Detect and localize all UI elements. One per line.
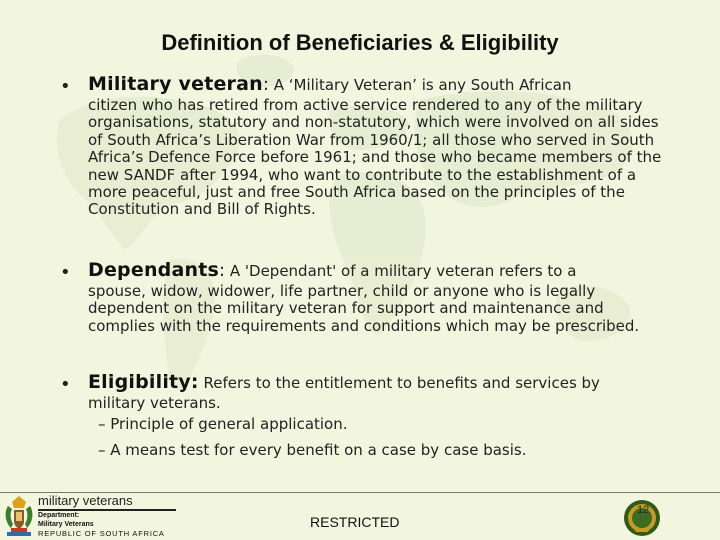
term-label: Dependants [88,259,220,281]
term-label: Eligibility: [88,371,199,393]
definition-first-line: Refers to the entitlement to benefits and services by [198,374,600,392]
definition-body: citizen who has retired from active service rendered to any of the military organisations, statutory and non-statutory, which were involved on all sides of South Africa’s Liberation War from 1960/1; all those who served in South Africa’s Defence Force before 1961; and those who became members of the new SANDF after 1994, who want to contribute to the establishment of a more peaceful, just and free South Africa based on the principles of the Constitution and Bill of Rights. [88,96,662,219]
org-name: military veterans [38,493,133,508]
sub-item-means-test: – A means test for every benefit on a case by case basis. [98,441,527,459]
definition-head [88,259,658,281]
term-colon: : [219,260,226,281]
classification-label: RESTRICTED [310,514,400,530]
definition-body: military veterans. [88,394,221,412]
definition-body: spouse, widow, widower, life partner, child or anyone who is legally dependent on the military veteran for support and maintenance and complies with the requirements and conditions which may be prescribed. [88,282,640,335]
bullet-icon: • [60,76,71,97]
department-name: Military Veterans [38,520,94,528]
department-branding [38,493,176,538]
definition-first-line: A ‘Military Veteran’ is any South African [268,76,572,94]
sub-item-general-application: – Principle of general application. [98,415,348,433]
page-number: 12 [637,504,650,516]
definition-first-line: A 'Dependant' of a military veteran refers to a [225,262,577,280]
bullet-icon: • [60,374,71,395]
bullet-icon: • [60,262,71,283]
branding-underline [38,509,176,511]
term-label: Military veteran [88,73,263,95]
department-label: Department: [38,511,80,519]
country-name: REPUBLIC OF SOUTH AFRICA [38,528,165,538]
definition-head [88,73,658,95]
slide-title: Definition of Beneficiaries & Eligibility [161,30,559,55]
term-colon: : [262,74,269,95]
definition-head [88,371,658,393]
coat-of-arms-icon [2,494,36,538]
